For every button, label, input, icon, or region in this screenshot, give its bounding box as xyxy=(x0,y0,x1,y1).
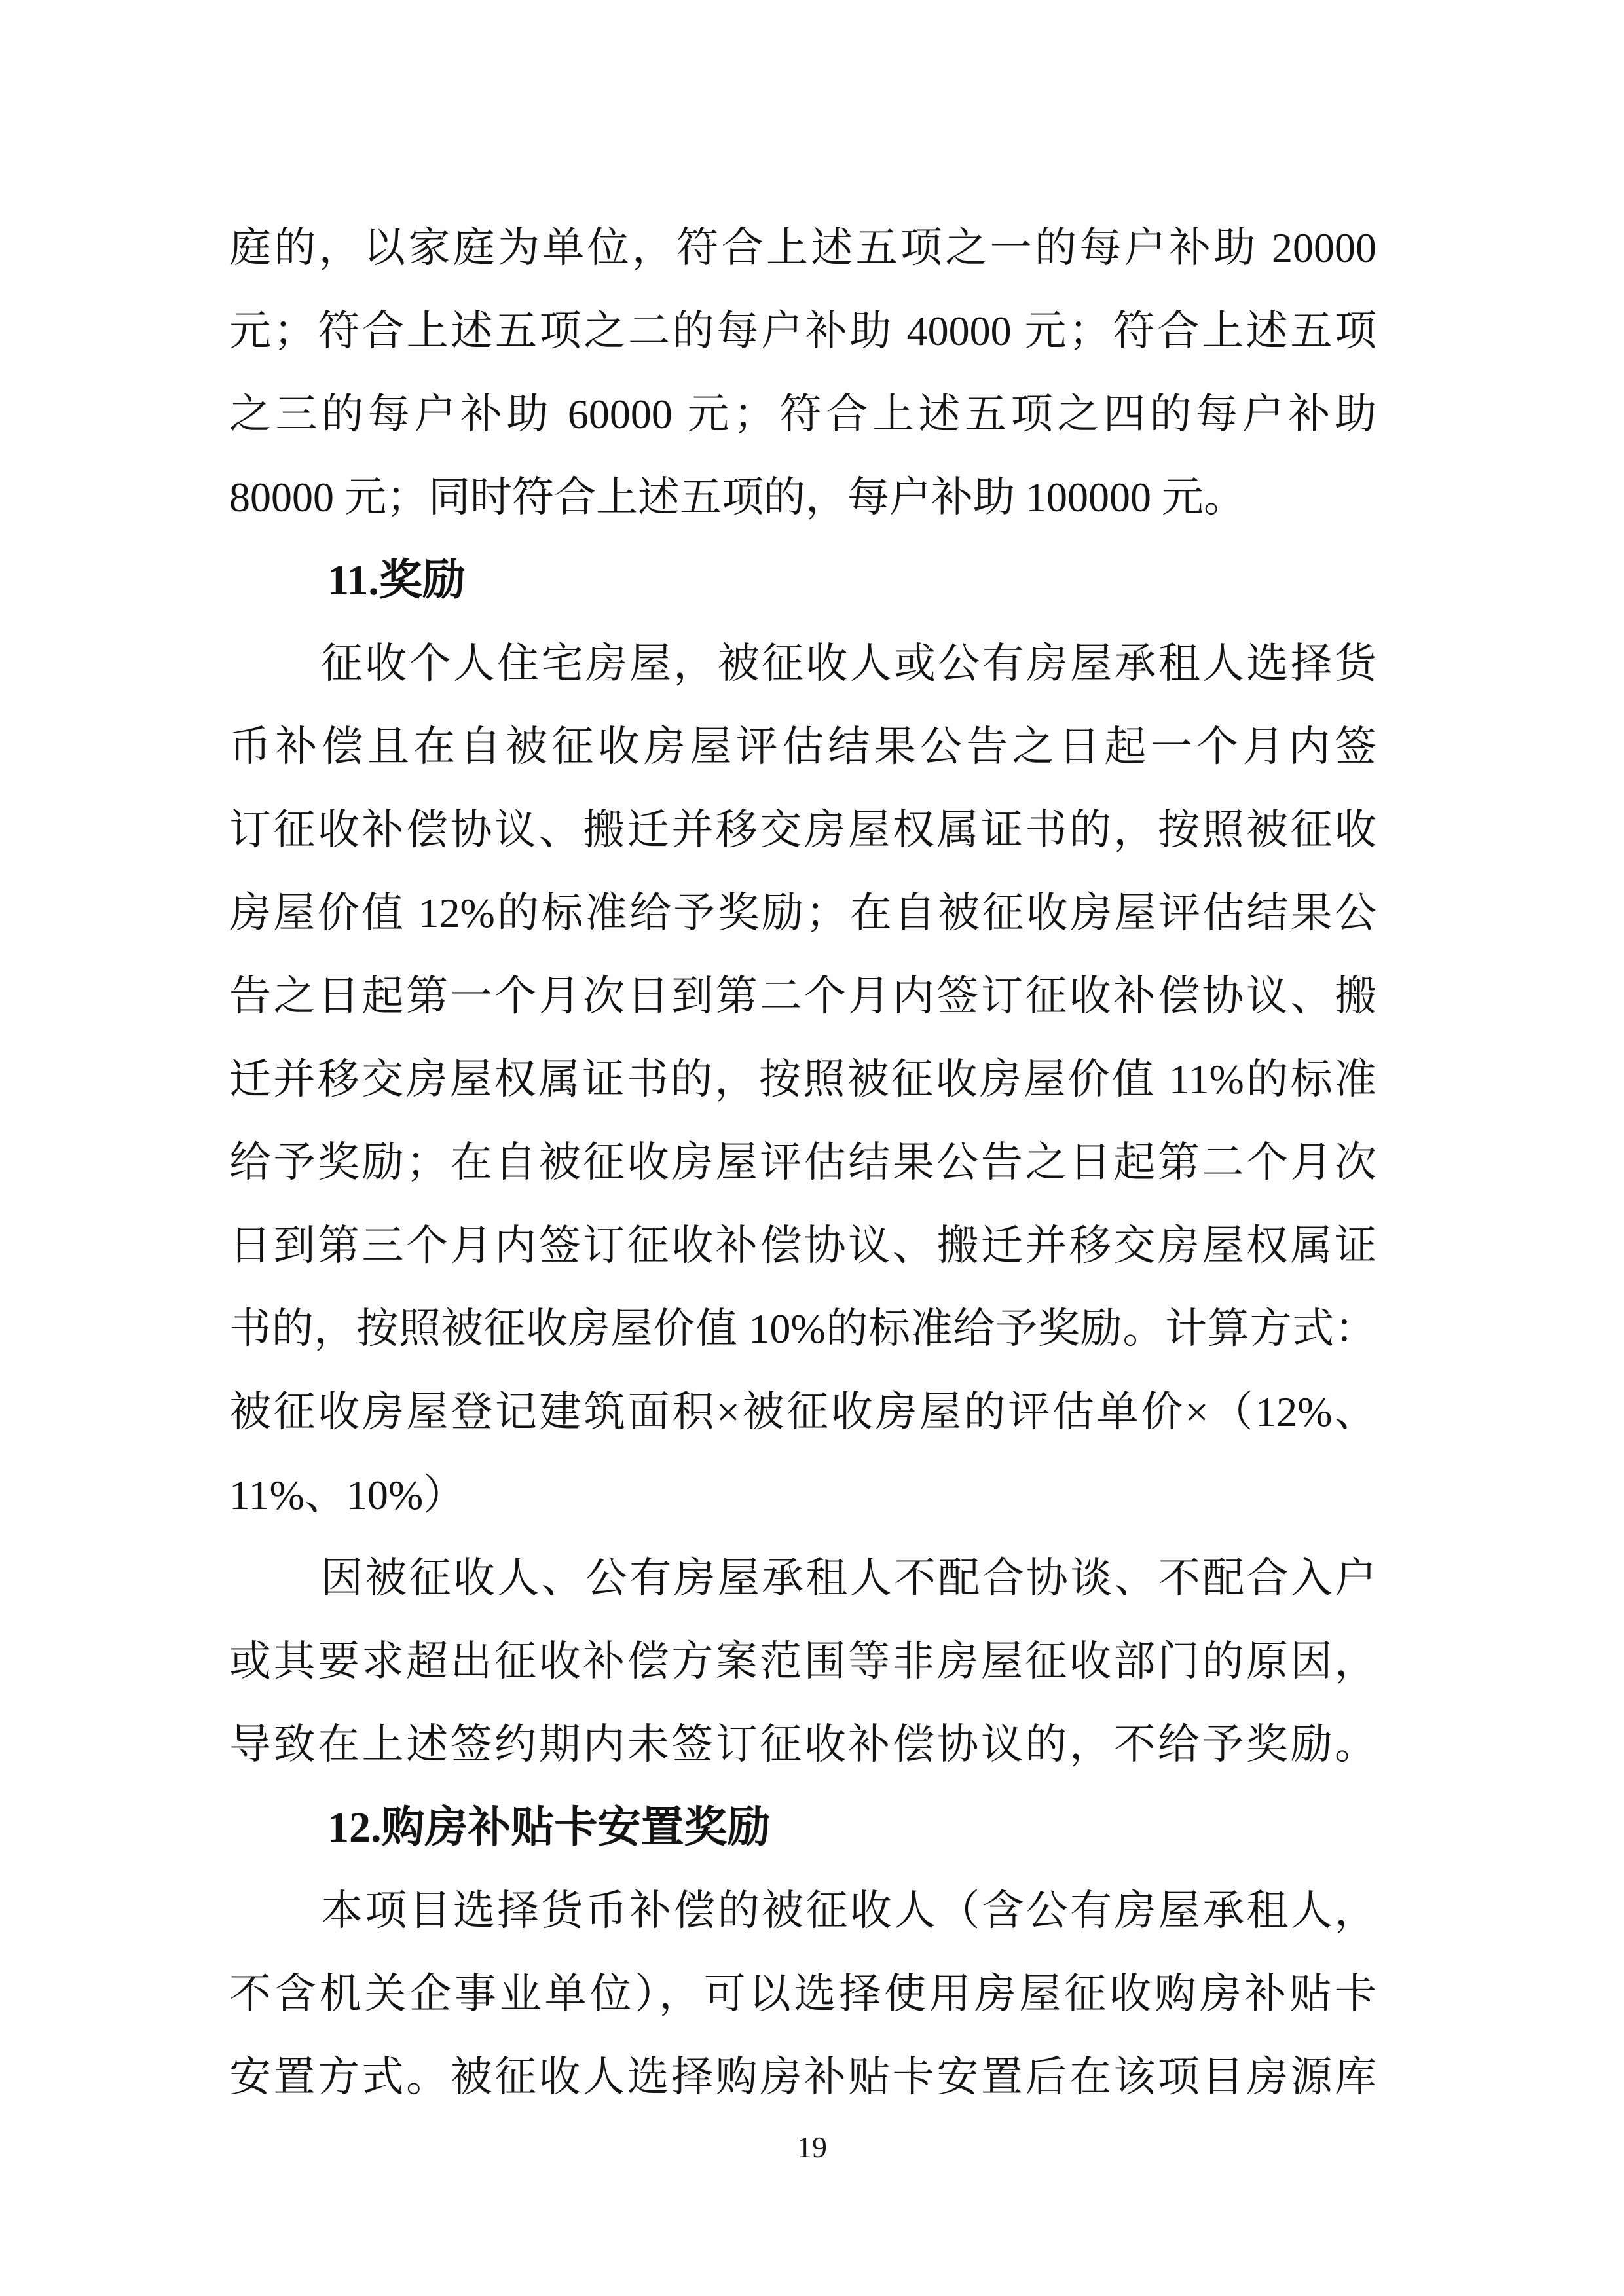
section-heading: 11.奖励 xyxy=(327,556,466,604)
text-line: 日到第三个月内签订征收补偿协议、搬迁并移交房屋权属证 xyxy=(229,1222,1376,1269)
text-line: 导致在上述签约期内未签订征收补偿协议的，不给予奖励。 xyxy=(229,1721,1376,1768)
section-heading: 12.购房补贴卡安置奖励 xyxy=(327,1804,771,1851)
text-line: 订征收补偿协议、搬迁并移交房屋权属证书的，按照被征收 xyxy=(229,807,1376,853)
text-line: 或其要求超出征收补偿方案范围等非房屋征收部门的原因， xyxy=(229,1638,1376,1685)
text-line: 不含机关企事业单位），可以选择使用房屋征收购房补贴卡 xyxy=(229,1971,1376,2017)
page-number: 19 xyxy=(797,2130,827,2164)
text-line: 庭的，以家庭为单位，符合上述五项之一的每户补助 20000 xyxy=(229,225,1376,271)
text-line: 房屋价值 12%的标准给予奖励；在自被征收房屋评估结果公 xyxy=(229,890,1376,936)
text-line: 告之日起第一个月次日到第二个月内签订征收补偿协议、搬 xyxy=(229,973,1376,1019)
text-line: 币补偿且在自被征收房屋评估结果公告之日起一个月内签 xyxy=(229,723,1376,770)
text-line: 之三的每户补助 60000 元；符合上述五项之四的每户补助 xyxy=(229,391,1376,437)
text-line: 元；符合上述五项之二的每户补助 40000 元；符合上述五项 xyxy=(229,308,1376,354)
text-line: 本项目选择货币补偿的被征收人（含公有房屋承租人， xyxy=(321,1887,1376,1934)
text-line: 给予奖励；在自被征收房屋评估结果公告之日起第二个月次 xyxy=(229,1139,1376,1186)
text-line: 征收个人住宅房屋，被征收人或公有房屋承租人选择货 xyxy=(321,640,1376,687)
text-line: 安置方式。被征收人选择购房补贴卡安置后在该项目房源库 xyxy=(229,2054,1376,2100)
page-body xyxy=(229,206,1376,2119)
text-line: 因被征收人、公有房屋承租人不配合协谈、不配合入户 xyxy=(321,1555,1376,1601)
text-line: 80000 元；同时符合上述五项的，每户补助 100000 元。 xyxy=(229,474,1246,520)
text-line: 书的，按照被征收房屋价值 10%的标准给予奖励。计算方式： xyxy=(229,1305,1376,1352)
text-line: 迁并移交房屋权属证书的，按照被征收房屋价值 11%的标准 xyxy=(229,1056,1376,1102)
text-line: 被征收房屋登记建筑面积×被征收房屋的评估单价×（12%、 xyxy=(229,1389,1376,1435)
text-line: 11%、10%） xyxy=(229,1472,466,1518)
